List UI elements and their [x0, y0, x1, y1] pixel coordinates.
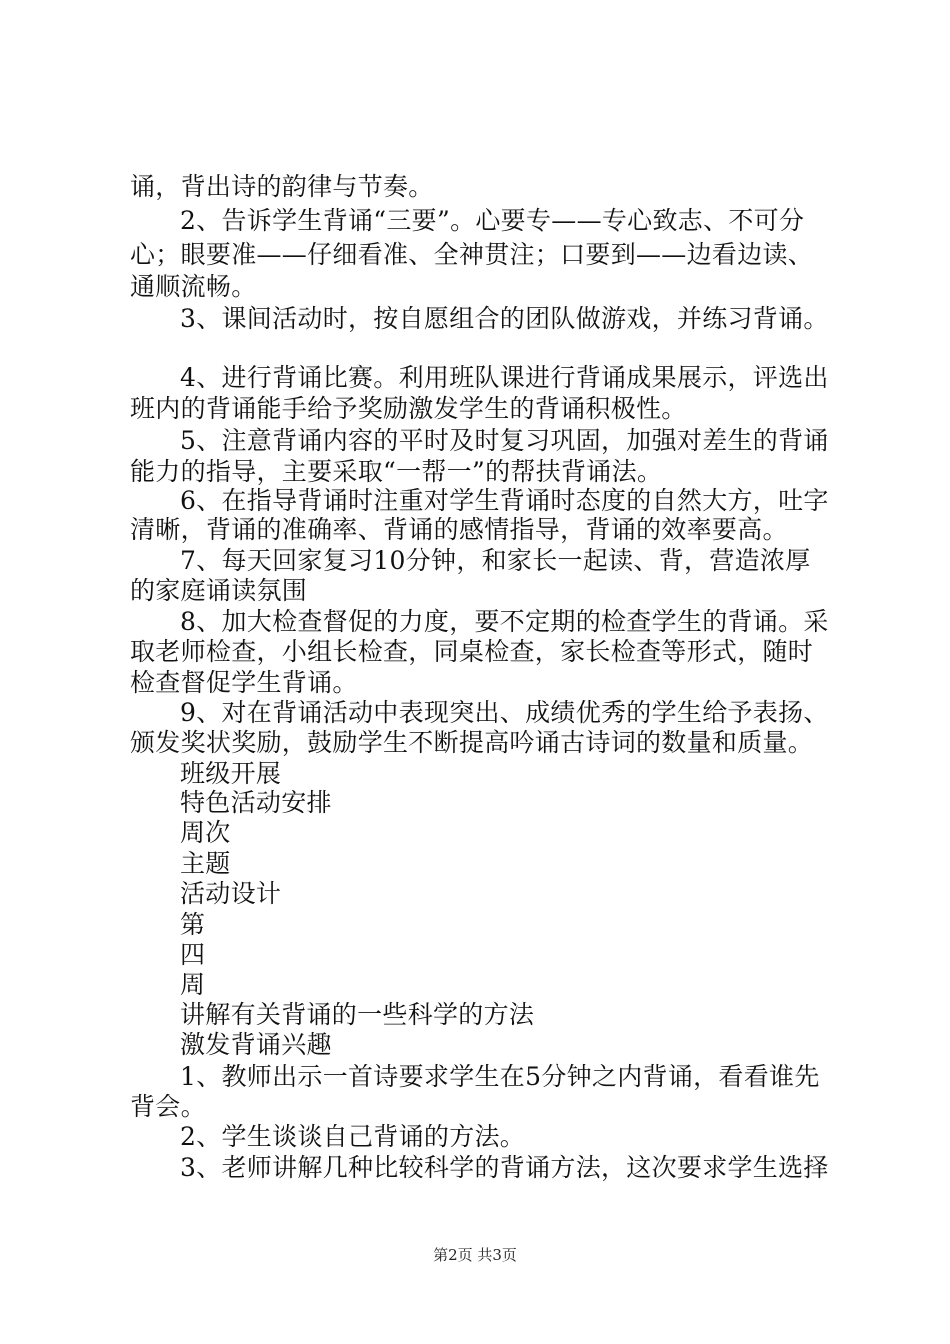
- text-line: 取老师检查，小组长检查，同桌检查，家长检查等形式，随时: [130, 637, 814, 666]
- text-line: 8、加大检查督促的力度，要不定期的检查学生的背诵。采: [180, 607, 829, 636]
- text-line: 6、在指导背诵时注重对学生背诵时态度的自然大方，吐字: [180, 486, 829, 515]
- text-line: 检查督促学生背诵。: [130, 668, 358, 697]
- text-line: 周: [180, 970, 206, 999]
- text-line: 心；眼要准——仔细看准、全神贯注；口要到——边看边读、: [130, 240, 814, 269]
- text-line: 诵，背出诗的韵律与节奏。: [130, 172, 434, 201]
- text-line: 颁发奖状奖励，鼓励学生不断提高吟诵古诗词的数量和质量。: [130, 728, 814, 757]
- text-line: 班级开展: [180, 759, 282, 788]
- text-line: 四: [180, 940, 206, 969]
- text-line: 能力的指导，主要采取“一帮一”的帮扶背诵法。: [130, 457, 663, 486]
- text-line: 激发背诵兴趣: [180, 1030, 332, 1059]
- text-line: 活动设计: [180, 879, 282, 908]
- text-line: 9、对在背诵活动中表现突出、成绩优秀的学生给予表扬、: [180, 698, 829, 727]
- text-line: 4、进行背诵比赛。利用班队课进行背诵成果展示，评选出: [180, 363, 829, 392]
- text-line: 5、注意背诵内容的平时及时复习巩固，加强对差生的背诵: [180, 426, 829, 455]
- text-line: 清晰，背诵的准确率、背诵的感情指导，背诵的效率要高。: [130, 515, 788, 544]
- text-line: 主题: [180, 849, 231, 878]
- text-line: 背会。: [130, 1092, 206, 1121]
- text-line: 特色活动安排: [180, 788, 332, 817]
- text-line: 班内的背诵能手给予奖励激发学生的背诵积极性。: [130, 394, 687, 423]
- text-line: 3、老师讲解几种比较科学的背诵方法，这次要求学生选择: [180, 1153, 829, 1182]
- page-number-footer: 第2页 共3页: [433, 1246, 517, 1264]
- text-line: 7、每天回家复习10分钟，和家长一起读、背，营造浓厚: [180, 546, 811, 575]
- text-line: 2、告诉学生背诵“三要”。心要专——专心致志、不可分: [180, 206, 805, 235]
- text-line: 2、学生谈谈自己背诵的方法。: [180, 1122, 526, 1151]
- text-line: 3、课间活动时，按自愿组合的团队做游戏，并练习背诵。: [180, 304, 829, 333]
- text-line: 通顺流畅。: [130, 272, 257, 301]
- text-line: 讲解有关背诵的一些科学的方法: [180, 1000, 535, 1029]
- text-line: 第: [180, 910, 206, 939]
- text-line: 的家庭诵读氛围: [130, 576, 308, 605]
- text-line: 周次: [180, 818, 231, 847]
- text-line: 1、教师出示一首诗要求学生在5分钟之内背诵，看看谁先: [180, 1062, 820, 1091]
